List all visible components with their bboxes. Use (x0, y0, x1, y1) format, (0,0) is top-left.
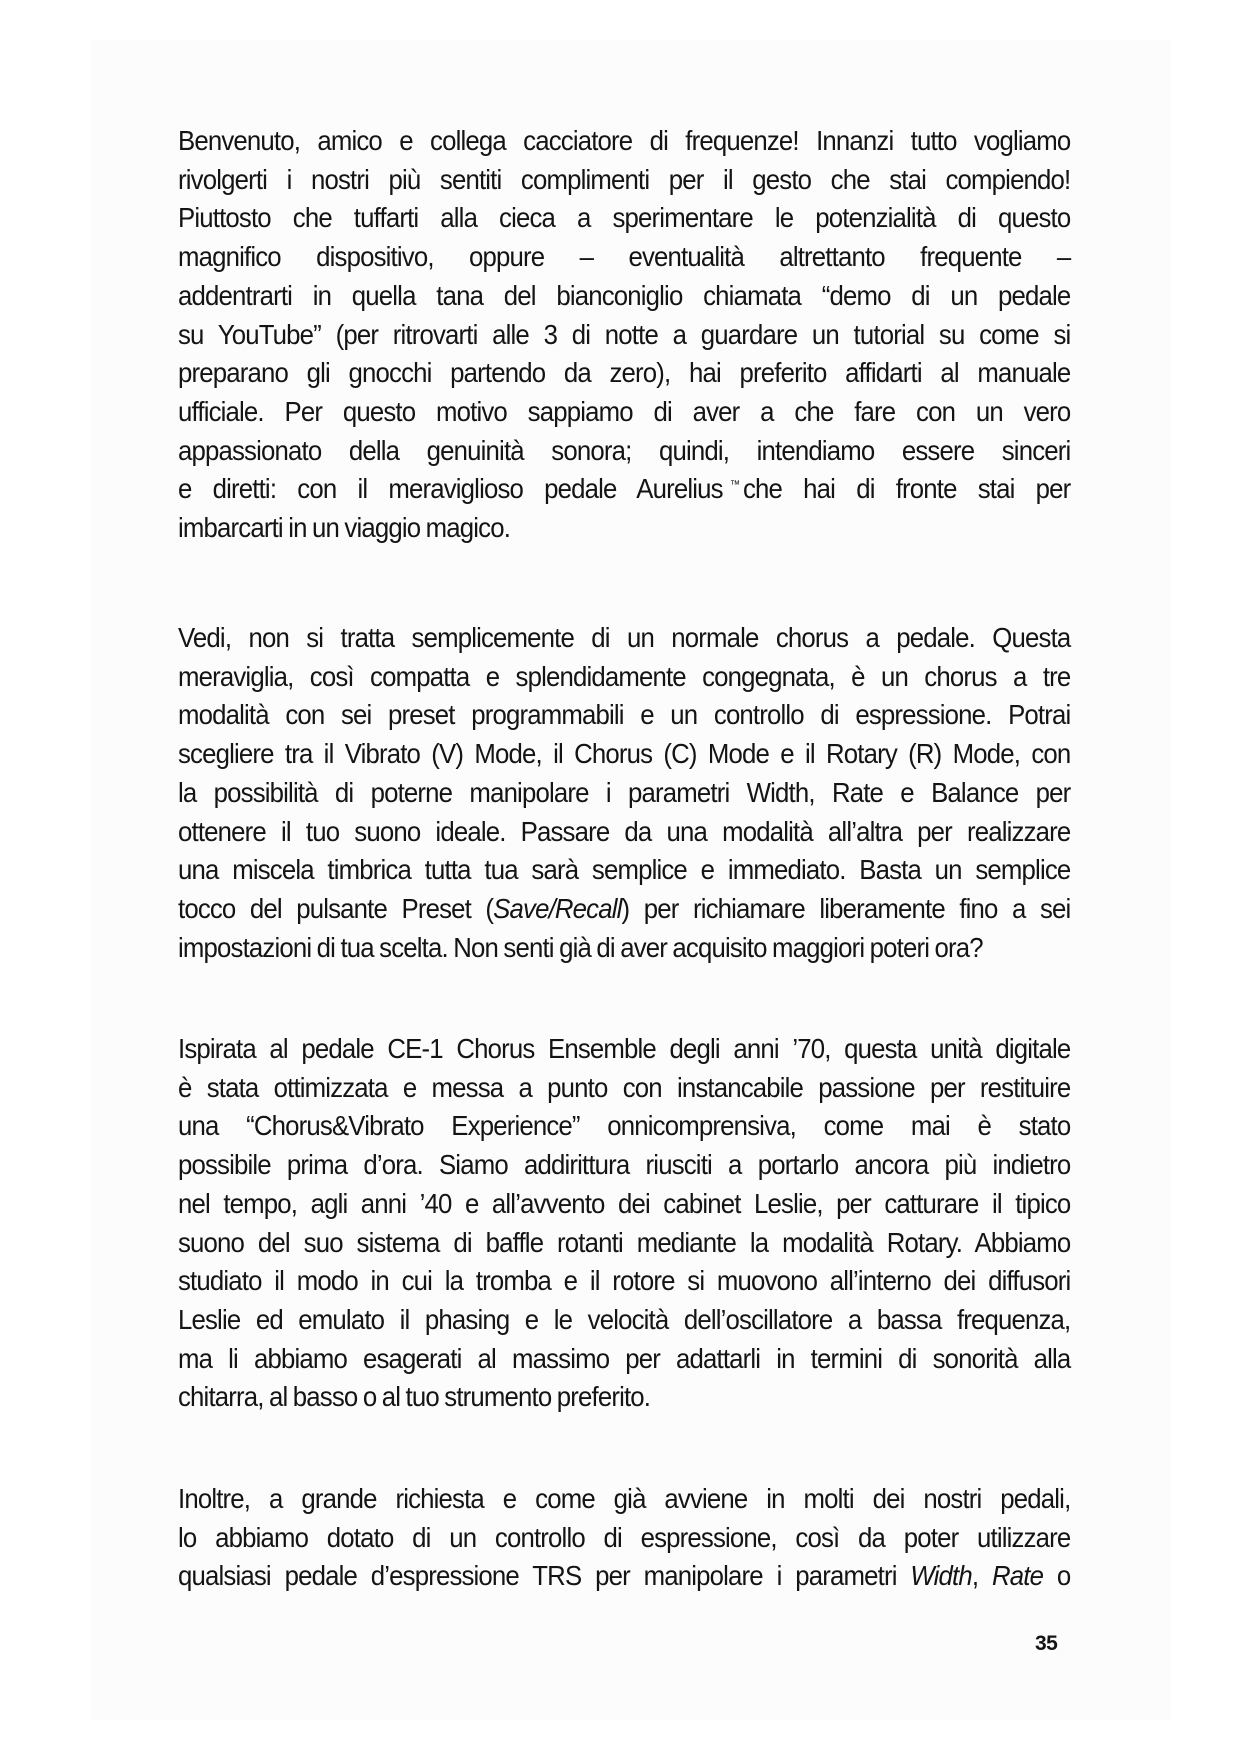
page-number: 35 (1035, 1632, 1058, 1655)
text-line: appassionato della genuinità sonora; quindi, intendiamo essere sinceri (178, 434, 1071, 466)
text-line-params (178, 1557, 1070, 1596)
text-line: modalità con sei preset programmabili e un controllo di espressione. Potrai (178, 699, 1071, 731)
text-line: lo abbiamo dotato di un controllo di espressione, così da poter utilizzare (178, 1521, 1071, 1553)
text-segment: e diretti: con il meraviglioso pedale Aurelius (178, 473, 723, 505)
text-line: magnifico dispositivo, oppure – eventualità altrettanto frequente – (178, 241, 1071, 273)
text-line: su YouTube” (per ritrovarti alle 3 di notte a guardare un tutorial su come si (178, 318, 1071, 350)
text-segment: , (971, 1560, 992, 1592)
paragraph-intro (178, 122, 1070, 548)
text-line: è stata ottimizzata e messa a punto con instancabile passione per restituire (178, 1071, 1071, 1103)
text-line: Vedi, non si tratta semplicemente di un normale chorus a pedale. Questa (178, 622, 1071, 653)
text-line: impostazioni di tua scelta. Non senti già di aver acquisito maggiori poteri ora? (178, 931, 983, 963)
text-line: Inoltre, a grande richiesta e come già avviene in molti dei nostri pedali, (178, 1483, 1071, 1514)
text-line: una “Chorus&Vibrato Experience” onnicomprensiva, come mai è stato (178, 1110, 1071, 1142)
text-line: chitarra, al basso o al tuo strumento preferito. (178, 1381, 651, 1413)
italic-width: Width (910, 1560, 972, 1592)
text-line-trademark (178, 470, 1070, 509)
text-line: una miscela timbrica tutta tua sarà semplice e immediato. Basta un semplice (178, 854, 1071, 886)
text-line: preparano gli gnocchi partendo da zero), hai preferito affidarti al manuale (178, 357, 1071, 389)
paragraph-expression (178, 1480, 1070, 1596)
text-line: ma li abbiamo esagerati al massimo per adattarli in termini di sonorità alla (178, 1342, 1071, 1374)
paragraph-modes (178, 619, 1070, 967)
text-line: meraviglia, così compatta e splendidamente congegnata, è un chorus a tre (178, 660, 1071, 692)
text-line: imbarcarti in un viaggio magico. (178, 512, 511, 544)
italic-rate: Rate (991, 1560, 1044, 1592)
text-line-preset (178, 890, 1070, 929)
text-line: studiato il modo in cui la tromba e il rotore si muovono all’interno dei diffusori (178, 1265, 1071, 1297)
text-line: scegliere tra il Vibrato (V) Mode, il Chorus (C) Mode e il Rotary (R) Mode, con (178, 738, 1071, 770)
text-line: ufficiale. Per questo motivo sappiamo di aver a che fare con un vero (178, 395, 1071, 427)
text-segment: tocco del pulsante Preset ( (178, 892, 494, 924)
text-segment: o (1043, 1560, 1071, 1592)
text-line: Leslie ed emulato il phasing e le velocità dell’oscillatore a bassa frequenza, (178, 1303, 1071, 1335)
text-line: possibile prima d’ora. Siamo addirittura riusciti a portarlo ancora più indietro (178, 1149, 1071, 1181)
text-line: Benvenuto, amico e collega cacciatore di frequenze! Innanzi tutto vogliamo (178, 125, 1071, 156)
text-line: nel tempo, agli anni ’40 e all’avvento dei cabinet Leslie, per catturare il tipico (178, 1187, 1071, 1219)
text-line: Piuttosto che tuffarti alla cieca a sperimentare le potenzialità di questo (178, 202, 1071, 234)
text-segment: che hai di fronte stai per (743, 473, 1071, 505)
text-line: ottenere il tuo suono ideale. Passare da una modalità all’altra per realizzare (178, 815, 1071, 847)
text-segment: ) per richiamare liberamente fino a sei (621, 892, 1071, 924)
text-segment: qualsiasi pedale d’espressione TRS per manipolare i parametri (178, 1560, 911, 1592)
text-line: Ispirata al pedale CE-1 Chorus Ensemble degli anni ’70, questa unità digitale (178, 1033, 1071, 1064)
text-line: addentrarti in quella tana del bianconiglio chiamata “demo di un pedale (178, 279, 1071, 311)
text-line: rivolgerti i nostri più sentiti complimenti per il gesto che stai compiendo! (178, 163, 1071, 195)
paragraph-history (178, 1030, 1070, 1417)
text-line: la possibilità di poterne manipolare i parametri Width, Rate e Balance per (178, 776, 1071, 808)
text-line: suono del suo sistema di baffle rotanti mediante la modalità Rotary. Abbiamo (178, 1226, 1071, 1258)
trademark-symbol: ™ (730, 479, 740, 492)
italic-save-recall: Save/Recall (493, 892, 622, 924)
